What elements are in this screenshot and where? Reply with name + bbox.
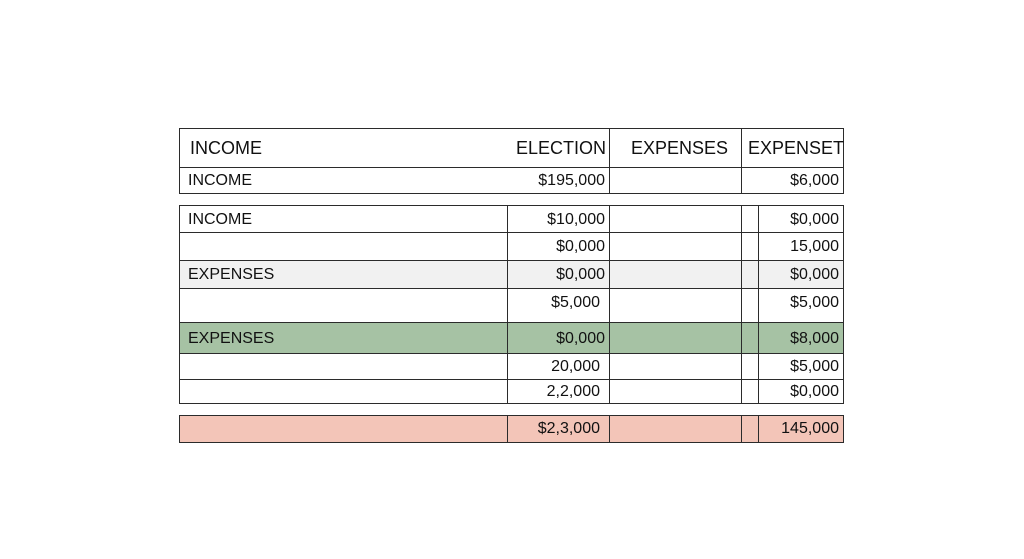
cell-election: $0,000 [556, 237, 605, 255]
row-label: EXPENSES [188, 329, 275, 347]
cell-election: $10,000 [547, 210, 605, 228]
cell-expenset: $5,000 [790, 357, 839, 375]
total-expenset: 145,000 [781, 420, 839, 437]
cell-election: $195,000 [538, 172, 605, 189]
detail-row-highlight [180, 260, 843, 288]
column-divider [741, 416, 742, 442]
header-income: INCOME [190, 137, 262, 158]
column-divider [609, 416, 610, 442]
row-label [180, 416, 507, 442]
cell-expenset: $0,000 [790, 265, 839, 283]
row-label: INCOME [188, 210, 252, 228]
column-divider [741, 261, 742, 288]
detail-table [179, 205, 844, 323]
cell-expenset: $0,000 [790, 383, 839, 400]
header-data-row [180, 167, 843, 194]
cell-expenset: $6,000 [790, 172, 839, 189]
header-expenset: EXPENSET [748, 137, 845, 158]
expenses-row [180, 379, 843, 404]
total-row [179, 415, 844, 443]
cell-election: 2,2,000 [546, 383, 600, 400]
column-divider [609, 261, 610, 288]
header-table [179, 128, 844, 194]
expenses-row-highlight [180, 323, 843, 354]
column-divider [609, 354, 610, 379]
row-label [180, 354, 507, 379]
row-label [180, 233, 507, 260]
column-divider [741, 354, 742, 379]
column-divider [741, 323, 742, 354]
expenses-row [180, 353, 843, 379]
cell-expenset: $8,000 [790, 329, 839, 347]
row-label [180, 289, 507, 322]
detail-row [180, 232, 843, 260]
column-divider [609, 323, 610, 354]
cell-expenset: 15,000 [790, 237, 839, 255]
row-label [180, 380, 507, 404]
header-expenses: EXPENSES [630, 137, 728, 158]
expenses-table [179, 322, 844, 404]
cell-expenses [610, 168, 741, 194]
header-row [180, 129, 843, 167]
header-election: ELECTION [515, 137, 606, 158]
row-label: INCOME [188, 172, 252, 189]
cell-expenset: $0,000 [790, 210, 839, 228]
total-election: $2,3,000 [537, 420, 600, 437]
detail-row [180, 288, 843, 322]
column-divider [609, 380, 610, 404]
cell-election: $0,000 [556, 329, 605, 347]
detail-row [180, 206, 843, 233]
cell-election: $0,000 [556, 265, 605, 283]
cell-expenset: $5,000 [790, 294, 839, 311]
cell-election: 20,000 [551, 357, 600, 375]
column-divider [741, 380, 742, 404]
cell-election: $5,000 [551, 294, 600, 311]
row-label: EXPENSES [188, 265, 275, 283]
